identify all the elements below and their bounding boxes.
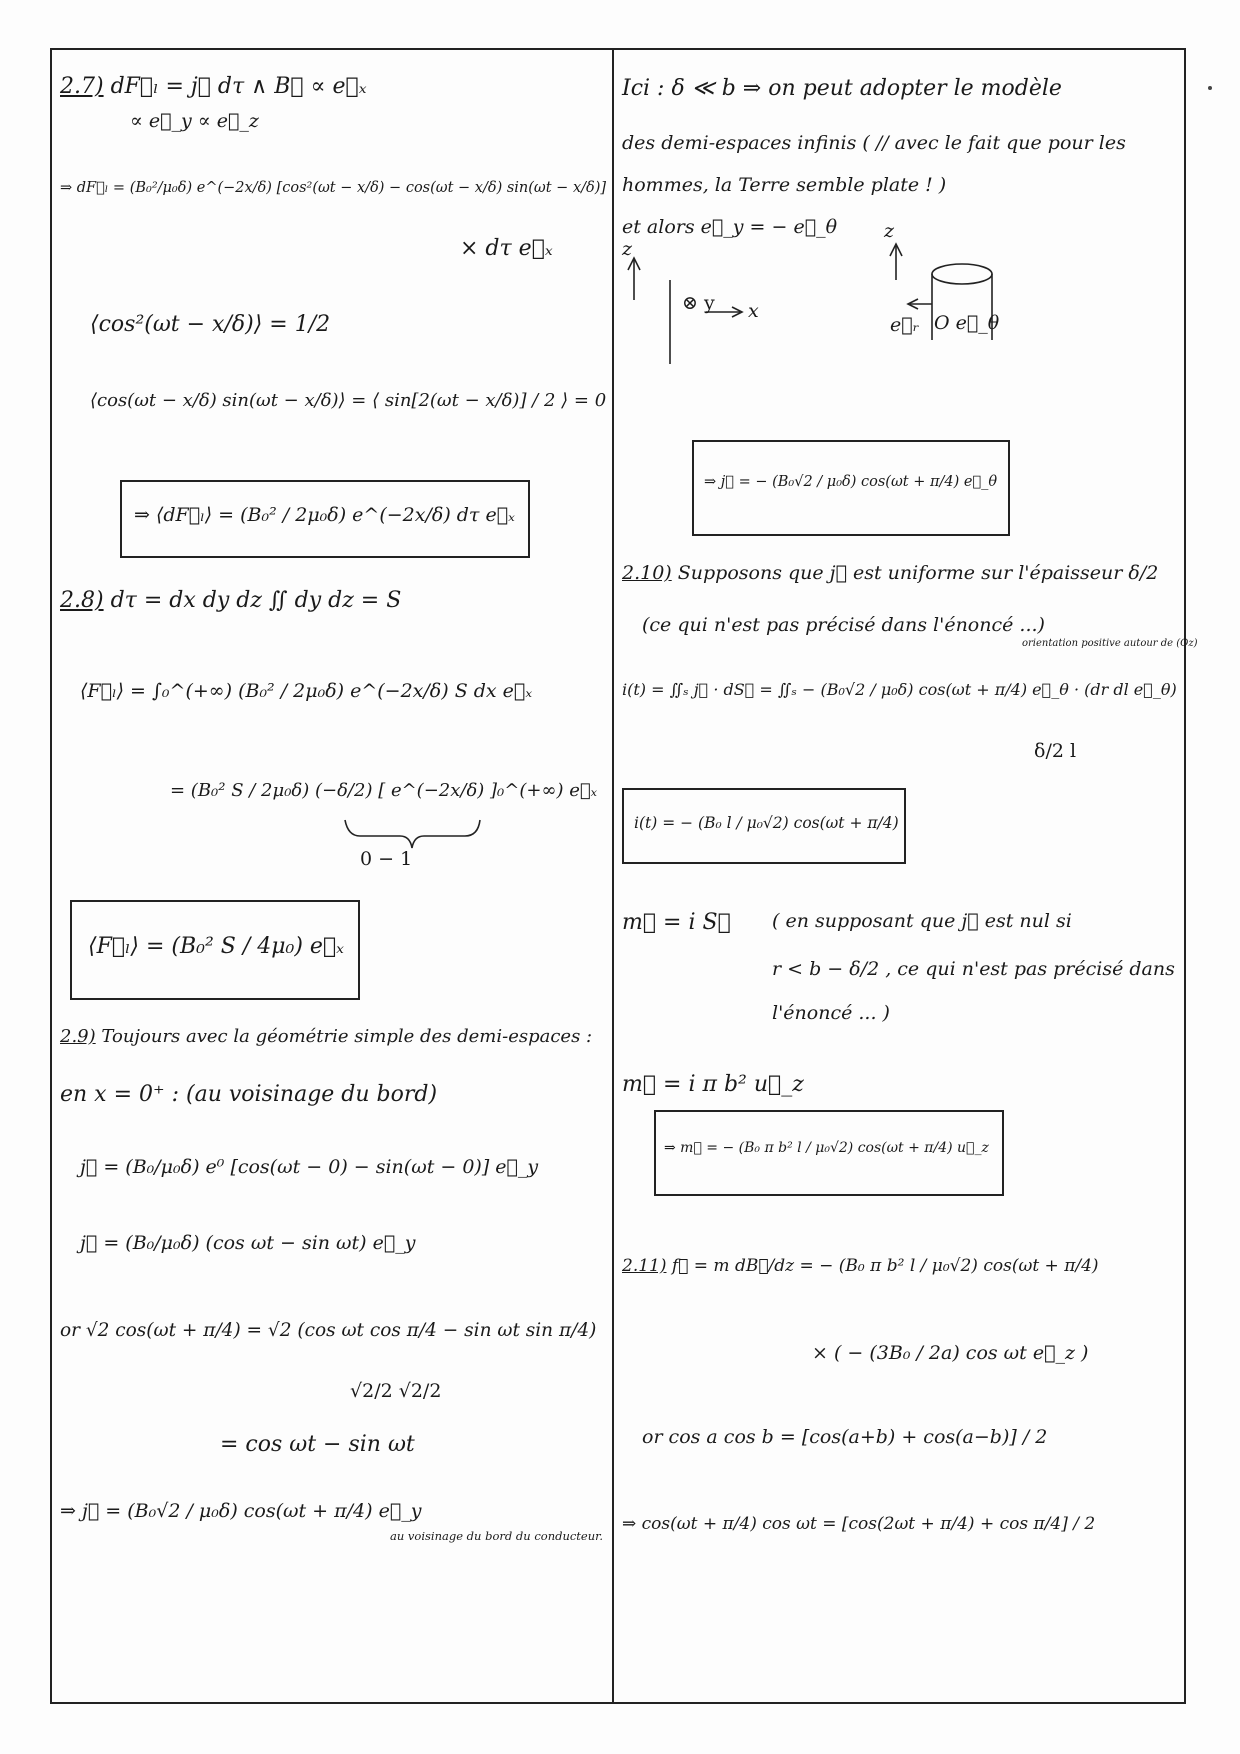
section-2-10: [622, 562, 1158, 585]
trig-identity: or √2 cos(ωt + π/4) = √2 (cos ωt cos π/4 − sin ωt sin π/4): [60, 1320, 597, 1341]
vector-annotations: ∝ e⃗_y ∝ e⃗_z: [130, 110, 259, 132]
trig-result: = cos ωt − sin ωt: [220, 1432, 415, 1457]
result-box-moment: [654, 1110, 1004, 1196]
section-2-9-intro: Toujours avec la géométrie simple des demi-espaces :: [101, 1026, 593, 1047]
uniform-assumption: Supposons que j⃗ est uniforme sur l'épaisseur δ/2: [677, 562, 1159, 584]
moment-definition: m⃗ = i S⃗: [622, 910, 731, 935]
intro-line-2: des demi-espaces infinis ( // avec le fait que pour les: [622, 132, 1126, 154]
product-identity: or cos a cos b = [cos(a+b) + cos(a−b)] / 2: [642, 1426, 1048, 1448]
section-label: 2.9): [60, 1026, 96, 1047]
force-on-moment: f⃗ = m dB⃗/dz = − (B₀ π b² l / μ₀√2) cos(ωt + π/4): [671, 1256, 1099, 1276]
brace-under-bracket: [60, 800, 606, 860]
axis-x-label: x: [748, 300, 759, 322]
moment-expression: m⃗ = i π b² u⃗_z: [622, 1072, 804, 1097]
mean-cos-squared: ⟨cos²(ωt − x/δ)⟩ = 1/2: [90, 312, 331, 337]
current-result: i(t) = − (B₀ l / μ₀√2) cos(ωt + π/4): [634, 814, 899, 832]
result-box-mean-force: [70, 900, 360, 1000]
mean-force-result: ⟨F⃗ₗ⟩ = (B₀² S / 4μ₀) e⃗ₓ: [88, 934, 344, 959]
mean-force-integral: ⟨F⃗ₗ⟩ = ∫₀^(+∞) (B₀² / 2μ₀δ) e^(−2x/δ) S dx e⃗ₓ: [80, 680, 533, 702]
axis-y-label: ⊗ y: [682, 292, 715, 314]
intro-line-1: Ici : δ ≪ b ⇒ on peut adopter le modèle: [622, 76, 1062, 101]
trig-values: √2/2 √2/2: [350, 1380, 442, 1402]
section-label: 2.11): [622, 1256, 667, 1276]
speck: [1208, 86, 1212, 90]
result-box-mean-force-element: [120, 480, 530, 558]
moment-note-2: r < b − δ/2 , ce qui n'est pas précisé dans: [772, 958, 1175, 980]
section-2-11: [622, 1256, 1099, 1276]
bracket-value: 0 − 1: [360, 848, 413, 870]
force-element-expansion: ⇒ dF⃗ₗ = (B₀²/μ₀δ) e^(−2x/δ) [cos²(ωt − x/δ) − cos(ωt − x/δ) sin(ωt − x/δ)]: [60, 180, 607, 196]
force-element-tail: × dτ e⃗ₓ: [460, 236, 553, 261]
edge-note: au voisinage du bord du conducteur.: [390, 1529, 604, 1543]
integral-evaluation: = (B₀² S / 2μ₀δ) (−δ/2) [ e^(−2x/δ) ]₀^(+∞) e⃗ₓ: [170, 780, 598, 801]
unit-vector-relation: et alors e⃗_y = − e⃗_θ: [622, 216, 838, 238]
moment-result: ⇒ m⃗ = − (B₀ π b² l / μ₀√2) cos(ωt + π/4) u⃗_z: [664, 1140, 989, 1156]
section-2-7: [60, 74, 367, 100]
intro-line-3: hommes, la Terre semble plate ! ): [622, 174, 947, 196]
mean-force-element-result: ⇒ ⟨dF⃗ₗ⟩ = (B₀² / 2μ₀δ) e^(−2x/δ) dτ e⃗ₓ: [134, 504, 515, 526]
mean-cos-sin: ⟨cos(ωt − x/δ) sin(ωt − x/δ)⟩ = ⟨ sin[2(ωt − x/δ)] / 2 ⟩ = 0: [90, 390, 607, 411]
section-2-9: [60, 1026, 592, 1048]
axis-z-label: z: [622, 238, 633, 260]
column-divider: [612, 48, 614, 1704]
cylinder-z-label: z: [884, 220, 895, 242]
cylinder-er-label: e⃗ᵣ: [890, 314, 920, 336]
orientation-note: orientation positive autour de (Oz): [1022, 638, 1198, 649]
section-label: 2.7): [60, 74, 104, 99]
section-2-8: [60, 588, 401, 614]
volume-element: dτ = dx dy dz ∬ dy dz = S: [110, 588, 402, 613]
section-label: 2.8): [60, 588, 104, 613]
applied-identity: ⇒ cos(ωt + π/4) cos ωt = [cos(2ωt + π/4) + cos π/4] / 2: [622, 1514, 1096, 1534]
current-density-etheta: ⇒ j⃗ = − (B₀√2 / μ₀δ) cos(ωt + π/4) e⃗_θ: [704, 474, 998, 490]
moment-note-1: ( en supposant que j⃗ est nul si: [772, 910, 1072, 932]
integral-bounds: δ/2 l: [1034, 740, 1077, 762]
field-gradient-factor: × ( − (3B₀ / 2a) cos ωt e⃗_z ): [812, 1342, 1089, 1364]
current-density-final: ⇒ j⃗ = (B₀√2 / μ₀δ) cos(ωt + π/4) e⃗_y: [60, 1500, 422, 1522]
current-integral: i(t) = ∬ₛ j⃗ · dS⃗ = ∬ₛ − (B₀√2 / μ₀δ) cos(ωt + π/4) e⃗_θ · (dr dl e⃗_θ): [622, 680, 1177, 699]
result-box-current: [622, 788, 906, 864]
edge-condition: en x = 0⁺ : (au voisinage du bord): [60, 1082, 438, 1107]
cylinder-etheta-label: O e⃗_θ: [934, 312, 1000, 334]
unstated-note: (ce qui n'est pas précisé dans l'énoncé ...): [642, 614, 1045, 636]
result-box-current-density: [692, 440, 1010, 536]
current-density-at-edge: j⃗ = (B₀/μ₀δ) e⁰ [cos(ωt − 0) − sin(ωt − 0)] e⃗_y: [80, 1156, 539, 1178]
section-label: 2.10): [622, 562, 672, 584]
current-density-simplified: j⃗ = (B₀/μ₀δ) (cos ωt − sin ωt) e⃗_y: [80, 1232, 416, 1254]
force-element-definition: dF⃗ₗ = j⃗ dτ ∧ B⃗ ∝ e⃗ₓ: [110, 74, 367, 99]
moment-note-3: l'énoncé ... ): [772, 1002, 890, 1024]
